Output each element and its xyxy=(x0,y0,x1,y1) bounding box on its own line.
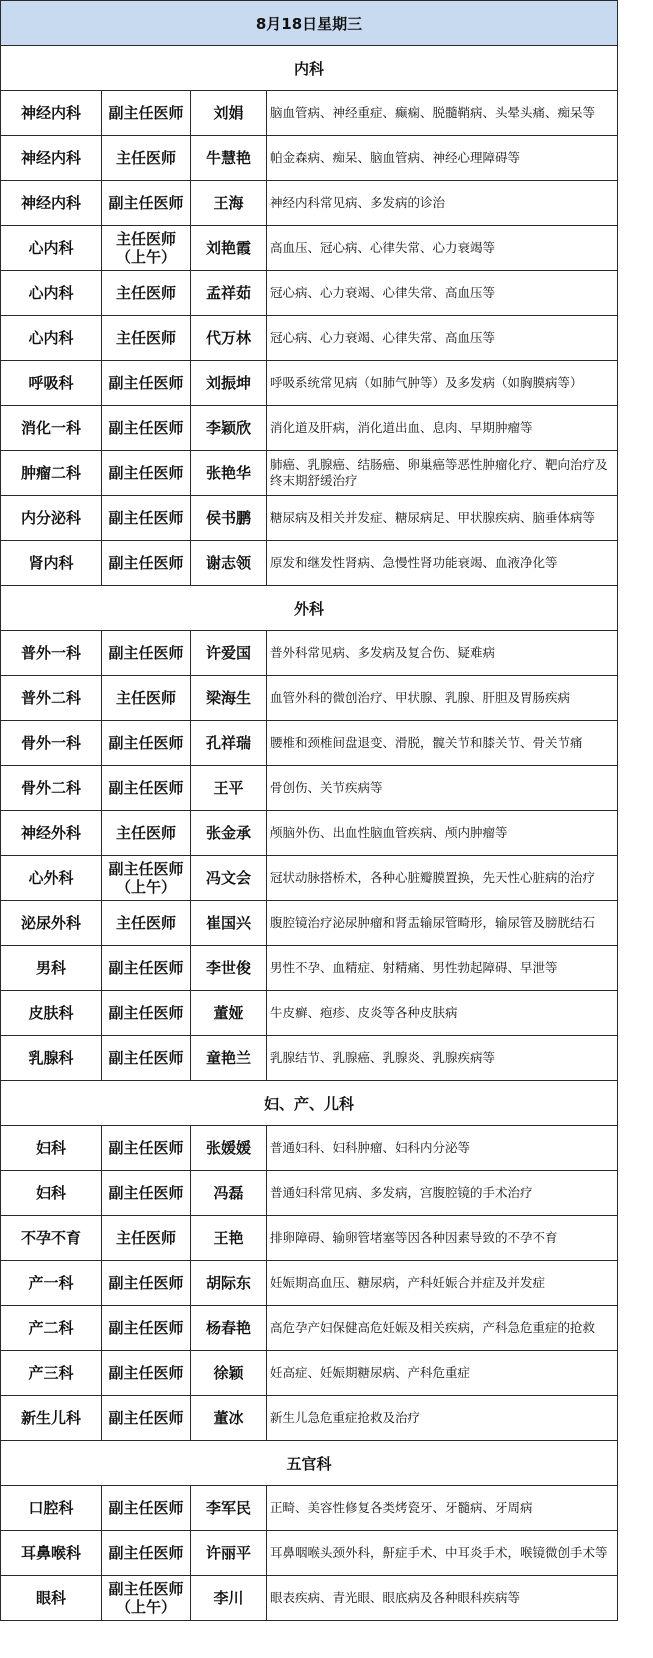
doctor-title-cell: 副主任医师 xyxy=(102,1531,191,1576)
doctor-title-cell: 副主任医师 xyxy=(102,91,191,136)
specialty-text: 正畸、美容性修复各类烤瓷牙、牙髓病、牙周病 xyxy=(270,1500,533,1515)
doctor-row xyxy=(1,991,618,1036)
date-title: 8月18日星期三 xyxy=(1,1,618,46)
specialty-text: 普通妇科常见病、多发病，宫腹腔镜的手术治疗 xyxy=(270,1185,533,1200)
doctor-row xyxy=(1,451,618,496)
doctor-name-cell: 董冰 xyxy=(191,1396,267,1441)
doctor-name-cell: 刘娟 xyxy=(191,91,267,136)
department-cell: 乳腺科 xyxy=(1,1036,102,1081)
doctor-name-cell: 刘振坤 xyxy=(191,361,267,406)
department-cell: 普外二科 xyxy=(1,676,102,721)
doctor-title-cell: 主任医师 xyxy=(102,271,191,316)
department-cell: 骨外一科 xyxy=(1,721,102,766)
specialty-cell xyxy=(267,1036,618,1081)
doctor-title-cell: 副主任医师 xyxy=(102,496,191,541)
specialty-cell xyxy=(267,721,618,766)
doctor-row xyxy=(1,181,618,226)
doctor-row xyxy=(1,1036,618,1081)
doctor-name-cell: 李川 xyxy=(191,1576,267,1621)
doctor-name-cell: 胡际东 xyxy=(191,1261,267,1306)
doctor-row xyxy=(1,946,618,991)
doctor-title-cell: 主任医师 xyxy=(102,676,191,721)
doctor-name-cell: 李军民 xyxy=(191,1486,267,1531)
doctor-title-cell: 副主任医师（上午） xyxy=(102,856,191,901)
department-cell: 眼科 xyxy=(1,1576,102,1621)
specialty-cell xyxy=(267,361,618,406)
doctor-row xyxy=(1,721,618,766)
doctor-title-cell: 副主任医师 xyxy=(102,406,191,451)
section-header-row xyxy=(1,1441,618,1486)
department-cell: 产一科 xyxy=(1,1261,102,1306)
department-cell: 泌尿外科 xyxy=(1,901,102,946)
specialty-cell xyxy=(267,496,618,541)
department-cell: 神经外科 xyxy=(1,811,102,856)
doctor-name-cell: 徐颖 xyxy=(191,1351,267,1396)
department-cell: 新生儿科 xyxy=(1,1396,102,1441)
specialty-text: 耳鼻咽喉头颈外科，鼾症手术、中耳炎手术，喉镜微创手术等 xyxy=(270,1545,608,1560)
doctor-title-cell: 副主任医师 xyxy=(102,946,191,991)
doctor-row xyxy=(1,676,618,721)
doctor-row xyxy=(1,856,618,901)
specialty-text: 冠心病、心力衰竭、心律失常、高血压等 xyxy=(270,285,496,300)
doctor-row xyxy=(1,1576,618,1621)
doctor-row xyxy=(1,1351,618,1396)
doctor-row xyxy=(1,1171,618,1216)
doctor-name-cell: 许丽平 xyxy=(191,1531,267,1576)
specialty-text: 肺癌、乳腺癌、结肠癌、卵巢癌等恶性肿瘤化疗、靶向治疗及终末期舒缓治疗 xyxy=(270,457,608,488)
doctor-name-cell: 孔祥瑞 xyxy=(191,721,267,766)
specialty-text: 骨创伤、关节疾病等 xyxy=(270,780,383,795)
department-cell: 心内科 xyxy=(1,271,102,316)
specialty-text: 乳腺结节、乳腺癌、乳腺炎、乳腺疾病等 xyxy=(270,1050,496,1065)
specialty-cell xyxy=(267,1396,618,1441)
specialty-text: 高危孕产妇保健高危妊娠及相关疾病，产科急危重症的抢救 xyxy=(270,1320,596,1335)
doctor-name-cell: 刘艳霞 xyxy=(191,226,267,271)
specialty-text: 脑血管病、神经重症、癫痫、脱髓鞘病、头晕头痛、痴呆等 xyxy=(270,105,596,120)
specialty-text: 排卵障碍、输卵管堵塞等因各种因素导致的不孕不育 xyxy=(270,1230,558,1245)
specialty-text: 原发和继发性肾病、急慢性肾功能衰竭、血液净化等 xyxy=(270,555,558,570)
doctor-row xyxy=(1,766,618,811)
doctor-title-cell: 副主任医师 xyxy=(102,1486,191,1531)
doctor-name-cell: 代万林 xyxy=(191,316,267,361)
doctor-title-cell: 副主任医师（上午） xyxy=(102,1576,191,1621)
doctor-row xyxy=(1,496,618,541)
department-cell: 男科 xyxy=(1,946,102,991)
specialty-cell xyxy=(267,541,618,586)
specialty-text: 眼表疾病、青光眼、眼底病及各种眼科疾病等 xyxy=(270,1590,521,1605)
department-cell: 神经内科 xyxy=(1,181,102,226)
department-cell: 呼吸科 xyxy=(1,361,102,406)
department-cell: 妇科 xyxy=(1,1171,102,1216)
specialty-cell xyxy=(267,1261,618,1306)
doctor-title-cell: 副主任医师 xyxy=(102,451,191,496)
doctor-row xyxy=(1,1531,618,1576)
specialty-cell xyxy=(267,991,618,1036)
specialty-text: 腹腔镜治疗泌尿肿瘤和肾盂输尿管畸形，输尿管及膀胱结石 xyxy=(270,915,596,930)
doctor-row xyxy=(1,316,618,361)
doctor-title-cell: 副主任医师 xyxy=(102,541,191,586)
doctor-title-cell: 副主任医师 xyxy=(102,181,191,226)
doctor-name-cell: 侯书鹏 xyxy=(191,496,267,541)
specialty-text: 冠心病、心力衰竭、心律失常、高血压等 xyxy=(270,330,496,345)
doctor-title-cell: 副主任医师 xyxy=(102,721,191,766)
specialty-text: 帕金森病、痴呆、脑血管病、神经心理障碍等 xyxy=(270,150,521,165)
specialty-text: 普通妇科、妇科肿瘤、妇科内分泌等 xyxy=(270,1140,471,1155)
doctor-name-cell: 崔国兴 xyxy=(191,901,267,946)
doctor-title-cell: 副主任医师 xyxy=(102,1396,191,1441)
doctor-row xyxy=(1,901,618,946)
doctor-row xyxy=(1,1486,618,1531)
doctor-row xyxy=(1,1216,618,1261)
specialty-cell xyxy=(267,946,618,991)
department-cell: 肾内科 xyxy=(1,541,102,586)
doctor-name-cell: 李世俊 xyxy=(191,946,267,991)
doctor-row xyxy=(1,271,618,316)
specialty-text: 消化道及肝病，消化道出血、息肉、早期肿瘤等 xyxy=(270,420,533,435)
department-cell: 妇科 xyxy=(1,1126,102,1171)
specialty-text: 新生儿急危重症抢救及治疗 xyxy=(270,1410,421,1425)
specialty-text: 牛皮癣、疱疹、皮炎等各种皮肤病 xyxy=(270,1005,458,1020)
doctor-name-cell: 许爱国 xyxy=(191,631,267,676)
department-cell: 心内科 xyxy=(1,226,102,271)
specialty-text: 妊娠期高血压、糖尿病，产科妊娠合并症及并发症 xyxy=(270,1275,546,1290)
doctor-name-cell: 王平 xyxy=(191,766,267,811)
specialty-cell xyxy=(267,901,618,946)
specialty-cell xyxy=(267,1531,618,1576)
specialty-cell xyxy=(267,856,618,901)
doctor-name-cell: 王艳 xyxy=(191,1216,267,1261)
department-cell: 产二科 xyxy=(1,1306,102,1351)
department-cell: 心外科 xyxy=(1,856,102,901)
doctor-row xyxy=(1,91,618,136)
department-cell: 肿瘤二科 xyxy=(1,451,102,496)
department-cell: 普外一科 xyxy=(1,631,102,676)
doctor-title-cell: 主任医师（上午） xyxy=(102,226,191,271)
doctor-title-cell: 副主任医师 xyxy=(102,631,191,676)
department-cell: 内分泌科 xyxy=(1,496,102,541)
doctor-title-cell: 副主任医师 xyxy=(102,1306,191,1351)
doctor-row xyxy=(1,1396,618,1441)
specialty-text: 腰椎和颈椎间盘退变、滑脱，髋关节和膝关节、骨关节痛 xyxy=(270,735,583,750)
doctor-name-cell: 童艳兰 xyxy=(191,1036,267,1081)
doctor-name-cell: 孟祥茹 xyxy=(191,271,267,316)
title-row xyxy=(1,1,618,46)
specialty-text: 血管外科的微创治疗、甲状腺、乳腺、肝胆及胃肠疾病 xyxy=(270,690,571,705)
doctor-name-cell: 谢志领 xyxy=(191,541,267,586)
department-cell: 心内科 xyxy=(1,316,102,361)
doctor-name-cell: 冯磊 xyxy=(191,1171,267,1216)
doctor-name-cell: 张金承 xyxy=(191,811,267,856)
doctor-row xyxy=(1,1261,618,1306)
doctor-row xyxy=(1,136,618,181)
specialty-cell xyxy=(267,811,618,856)
doctor-title-cell: 副主任医师 xyxy=(102,1261,191,1306)
specialty-cell xyxy=(267,766,618,811)
specialty-cell xyxy=(267,1171,618,1216)
department-cell: 产三科 xyxy=(1,1351,102,1396)
doctor-title-cell: 副主任医师 xyxy=(102,766,191,811)
specialty-text: 高血压、冠心病、心律失常、心力衰竭等 xyxy=(270,240,496,255)
section-title: 五官科 xyxy=(1,1441,618,1486)
specialty-text: 呼吸系统常见病（如肺气肿等）及多发病（如胸膜病等） xyxy=(270,375,583,390)
doctor-title-cell: 副主任医师 xyxy=(102,1036,191,1081)
specialty-cell xyxy=(267,1306,618,1351)
doctor-row xyxy=(1,1126,618,1171)
specialty-cell xyxy=(267,1486,618,1531)
specialty-cell xyxy=(267,406,618,451)
specialty-cell xyxy=(267,676,618,721)
doctor-row xyxy=(1,541,618,586)
specialty-text: 妊高症、妊娠期糖尿病、产科危重症 xyxy=(270,1365,471,1380)
section-header-row xyxy=(1,586,618,631)
doctor-name-cell: 张媛媛 xyxy=(191,1126,267,1171)
section-title: 内科 xyxy=(1,46,618,91)
specialty-cell xyxy=(267,451,618,496)
doctor-title-cell: 副主任医师 xyxy=(102,361,191,406)
department-cell: 消化一科 xyxy=(1,406,102,451)
doctor-name-cell: 张艳华 xyxy=(191,451,267,496)
department-cell: 不孕不育 xyxy=(1,1216,102,1261)
doctor-row xyxy=(1,1306,618,1351)
doctor-name-cell: 梁海生 xyxy=(191,676,267,721)
specialty-text: 普外科常见病、多发病及复合伤、疑难病 xyxy=(270,645,496,660)
section-title: 外科 xyxy=(1,586,618,631)
department-cell: 耳鼻喉科 xyxy=(1,1531,102,1576)
doctor-name-cell: 王海 xyxy=(191,181,267,226)
doctor-name-cell: 李颖欣 xyxy=(191,406,267,451)
department-cell: 神经内科 xyxy=(1,136,102,181)
doctor-row xyxy=(1,406,618,451)
department-cell: 口腔科 xyxy=(1,1486,102,1531)
specialty-cell xyxy=(267,316,618,361)
specialty-text: 冠状动脉搭桥术，各种心脏瓣膜置换，先天性心脏病的治疗 xyxy=(270,870,596,885)
doctor-row xyxy=(1,811,618,856)
section-header-row xyxy=(1,1081,618,1126)
specialty-cell xyxy=(267,1216,618,1261)
specialty-cell xyxy=(267,1351,618,1396)
specialty-text: 糖尿病及相关并发症、糖尿病足、甲状腺疾病、脑垂体病等 xyxy=(270,510,596,525)
doctor-title-cell: 主任医师 xyxy=(102,901,191,946)
department-cell: 骨外二科 xyxy=(1,766,102,811)
doctor-title-cell: 副主任医师 xyxy=(102,1126,191,1171)
specialty-text: 神经内科常见病、多发病的诊治 xyxy=(270,195,446,210)
doctor-row xyxy=(1,361,618,406)
doctor-name-cell: 董娅 xyxy=(191,991,267,1036)
doctor-title-cell: 主任医师 xyxy=(102,1216,191,1261)
doctor-title-cell: 主任医师 xyxy=(102,136,191,181)
doctor-name-cell: 冯文会 xyxy=(191,856,267,901)
specialty-cell xyxy=(267,226,618,271)
doctor-name-cell: 牛慧艳 xyxy=(191,136,267,181)
specialty-cell xyxy=(267,91,618,136)
doctor-title-cell: 副主任医师 xyxy=(102,1351,191,1396)
specialty-cell xyxy=(267,631,618,676)
doctor-row xyxy=(1,631,618,676)
specialty-cell xyxy=(267,136,618,181)
specialty-cell xyxy=(267,1576,618,1621)
section-header-row xyxy=(1,46,618,91)
section-title: 妇、产、儿科 xyxy=(1,1081,618,1126)
department-cell: 皮肤科 xyxy=(1,991,102,1036)
doctor-title-cell: 主任医师 xyxy=(102,316,191,361)
doctor-title-cell: 副主任医师 xyxy=(102,1171,191,1216)
doctor-name-cell: 杨春艳 xyxy=(191,1306,267,1351)
specialty-cell xyxy=(267,1126,618,1171)
specialty-cell xyxy=(267,181,618,226)
specialty-cell xyxy=(267,271,618,316)
specialty-text: 颅脑外伤、出血性脑血管疾病、颅内肿瘤等 xyxy=(270,825,508,840)
department-cell: 神经内科 xyxy=(1,91,102,136)
doctor-title-cell: 主任医师 xyxy=(102,811,191,856)
doctor-title-cell: 副主任医师 xyxy=(102,991,191,1036)
specialty-text: 男性不孕、血精症、射精痛、男性勃起障碍、早泄等 xyxy=(270,960,558,975)
doctor-row xyxy=(1,226,618,271)
